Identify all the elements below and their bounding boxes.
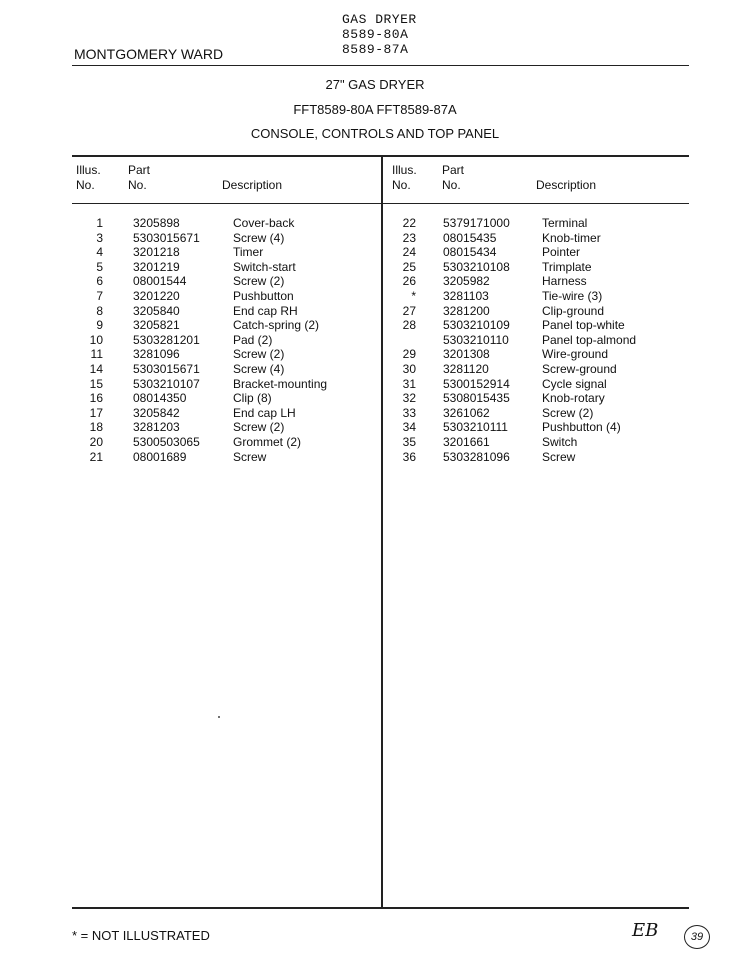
model-line: 8589-87A <box>342 42 409 57</box>
part-number: 5303281096 <box>443 449 510 464</box>
illus-number: 15 <box>89 376 103 391</box>
part-number: 08001689 <box>133 449 187 464</box>
part-description: Catch-spring (2) <box>233 318 320 333</box>
part-description: End cap RH <box>233 303 298 318</box>
part-number: 3281120 <box>443 361 489 376</box>
part-number: 3205821 <box>133 318 180 333</box>
illus-number: 17 <box>89 405 103 420</box>
part-description: Screw <box>542 449 576 464</box>
part-number: 5308015435 <box>443 391 510 406</box>
illus-number: 26 <box>402 274 416 289</box>
part-number: 3281203 <box>133 420 180 435</box>
illus-no-header: Illus. No. <box>392 163 417 192</box>
illus-number: 32 <box>402 391 416 406</box>
part-number: 5379171000 <box>443 216 510 230</box>
illus-number: 5 <box>96 259 103 274</box>
part-description: Screw (2) <box>542 405 594 420</box>
part-number: 08001544 <box>133 274 187 289</box>
part-description: Screw (2) <box>233 420 285 435</box>
part-number: 3205842 <box>133 405 180 420</box>
part-number: 5303210111 <box>443 420 508 435</box>
illus-number: 4 <box>96 245 103 260</box>
part-description: Clip-ground <box>542 303 605 318</box>
illus-number: * <box>411 288 416 303</box>
illus-number: 31 <box>402 376 416 391</box>
part-number: 3281096 <box>133 347 180 362</box>
part-description: Bracket-mounting <box>233 376 328 391</box>
part-number: 3201308 <box>443 347 490 362</box>
illus-number: 27 <box>402 303 416 318</box>
brand-name: MONTGOMERY WARD <box>74 46 224 62</box>
part-no-header: Part No. <box>442 163 465 192</box>
not-illustrated-note: * = NOT ILLUSTRATED <box>72 928 210 943</box>
illus-number: 23 <box>402 230 416 245</box>
part-number: 3261062 <box>443 405 490 420</box>
part-number: 3205982 <box>443 274 490 289</box>
part-description: Timer <box>233 245 264 260</box>
part-description: Knob-rotary <box>542 391 605 406</box>
part-number: 5303210110 <box>443 332 509 347</box>
part-description: Screw (2) <box>233 347 285 362</box>
part-number: 5303281201 <box>133 332 200 347</box>
illus-number: 8 <box>96 303 103 318</box>
part-number: 3205840 <box>133 303 180 318</box>
part-description: Pushbutton (4) <box>542 420 621 435</box>
handwritten-initials: EB <box>632 920 659 941</box>
part-description: Clip (8) <box>233 391 272 406</box>
illus-number: 28 <box>402 318 416 333</box>
illus-number: 6 <box>96 274 103 289</box>
illus-number: 20 <box>89 434 103 449</box>
illus-number: 1 <box>96 216 103 230</box>
illus-number: 29 <box>402 347 416 362</box>
part-description: Cycle signal <box>542 376 607 391</box>
illus-number: 10 <box>89 332 103 347</box>
illus-number: 36 <box>402 449 416 464</box>
part-description: Pushbutton <box>233 288 294 303</box>
part-number: 5303210107 <box>133 376 200 391</box>
part-number: 5300152914 <box>443 376 510 391</box>
illus-number: 25 <box>402 259 416 274</box>
part-description: Terminal <box>542 216 588 230</box>
model-line: GAS DRYER <box>342 12 417 27</box>
model-number-block <box>342 12 417 57</box>
illus-number: 35 <box>402 434 416 449</box>
illus-number: 3 <box>96 230 103 245</box>
part-description: End cap LH <box>233 405 296 420</box>
part-description: Grommet (2) <box>233 434 302 449</box>
illus-number: 33 <box>402 405 416 420</box>
part-number: 3201220 <box>133 288 180 303</box>
part-description: Switch <box>542 434 578 449</box>
illus-number: 11 <box>90 347 103 362</box>
part-description: Pointer <box>542 245 581 260</box>
illus-number: 7 <box>96 288 103 303</box>
part-description: Screw (4) <box>233 230 285 245</box>
part-number: 5303210108 <box>443 259 510 274</box>
description-header: Description <box>222 178 283 192</box>
header-rule <box>72 65 689 66</box>
illus-number: 24 <box>402 245 416 260</box>
part-description: Tie-wire (3) <box>542 288 603 303</box>
part-description: Screw <box>233 449 267 464</box>
illus-number: 16 <box>89 391 103 406</box>
part-number: 08015434 <box>443 245 497 260</box>
illus-number: 18 <box>89 420 103 435</box>
part-number: 5303015671 <box>133 230 200 245</box>
part-number: 5303015671 <box>133 361 200 376</box>
part-number: 3201661 <box>443 434 490 449</box>
part-number: 3205898 <box>133 216 180 230</box>
page-number-stamp: 39 <box>684 925 710 949</box>
illus-number: 30 <box>402 361 416 376</box>
part-description: Pad (2) <box>233 332 273 347</box>
illus-number: 14 <box>89 361 103 376</box>
part-description: Panel top-almond <box>542 332 637 347</box>
part-description: Screw (2) <box>233 274 285 289</box>
illus-no-header: Illus. No. <box>76 163 101 192</box>
illus-number: 21 <box>89 449 103 464</box>
part-description: Screw-ground <box>542 361 617 376</box>
part-description: Screw (4) <box>233 361 285 376</box>
part-number: 5303210109 <box>443 318 510 333</box>
model-subtitle: FFT8589-80A FFT8589-87A <box>293 102 457 117</box>
page-title: 27" GAS DRYER <box>325 77 425 92</box>
part-description: Switch-start <box>233 259 296 274</box>
illus-number: 34 <box>402 420 416 435</box>
part-number: 3281200 <box>443 303 490 318</box>
part-description: Harness <box>542 274 587 289</box>
part-number: 5300503065 <box>133 434 200 449</box>
model-line: 8589-80A <box>342 27 409 42</box>
footer-rule <box>72 907 689 909</box>
part-description: Wire-ground <box>542 347 609 362</box>
scan-speck <box>218 716 220 718</box>
illus-number: 22 <box>402 216 416 230</box>
part-number: 08014350 <box>133 391 187 406</box>
part-number: 3201218 <box>133 245 180 260</box>
part-description: Trimplate <box>542 259 592 274</box>
part-no-header: Part No. <box>128 163 151 192</box>
part-description: Knob-timer <box>542 230 601 245</box>
part-number: 3281103 <box>443 288 489 303</box>
illus-number: 9 <box>96 318 103 333</box>
column-divider <box>381 155 383 907</box>
part-description: Panel top-white <box>542 318 625 333</box>
part-number: 3201219 <box>133 259 180 274</box>
part-number: 08015435 <box>443 230 497 245</box>
part-description: Cover-back <box>233 216 295 230</box>
section-title: CONSOLE, CONTROLS AND TOP PANEL <box>250 126 500 141</box>
description-header: Description <box>536 178 597 192</box>
